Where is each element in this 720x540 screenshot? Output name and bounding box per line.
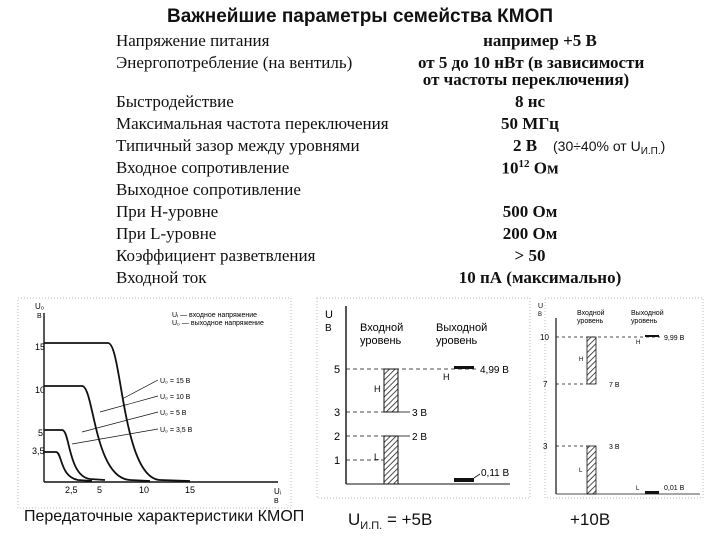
input-high-band (587, 337, 596, 384)
ann-high: 9,99 В (664, 335, 685, 342)
chart2-L-label: L (374, 452, 380, 462)
transfer-characteristics-chart (18, 298, 291, 508)
levels-5v-chart (317, 298, 530, 498)
output-low-marker (645, 491, 659, 494)
curve-label: U₀ = 10 В (160, 394, 191, 401)
chart3-frame (545, 298, 703, 498)
page-title: Важнейшие параметры семейства КМОП (166, 6, 554, 27)
input-high-band (384, 369, 398, 412)
chart2-col-title: Выходной (436, 322, 488, 334)
curve-label: U₀ = 5 В (160, 410, 187, 417)
output-low-marker (454, 478, 474, 482)
chart1-frame (18, 298, 291, 508)
ann-leader (474, 474, 480, 478)
chart3-out-L-label: L (636, 486, 640, 492)
chart1-x-tick: 15 (185, 485, 196, 495)
chart3-y-unit: В (538, 312, 543, 318)
chart3-y-tick: 10 (540, 333, 549, 342)
param-label: Выходное сопротивление (116, 180, 301, 199)
chart3-col-title: уровень (577, 318, 604, 325)
ann-3v: 3 В (609, 444, 620, 451)
chart3-y-tick: 3 (543, 442, 548, 451)
chart1-x-label: Uᵢ (274, 487, 282, 496)
param-label: Коэффициент разветвления (116, 246, 316, 265)
param-label: Энергопотребление (на вентиль) (116, 53, 353, 72)
param-label: Быстродействие (116, 92, 234, 111)
output-high-marker (454, 366, 474, 369)
chart3-H-label: H (579, 357, 584, 363)
chart2-caption: $U_{И.П.} = +5В$ (348, 510, 433, 532)
curve-label-leader (122, 380, 158, 399)
chart3-col-title: Выходной (631, 310, 664, 317)
param-label: Входной ток (116, 268, 207, 287)
chart1-y-label: U₀ (35, 302, 45, 311)
chart1-x-tick: 2,5 (65, 485, 78, 495)
chart1-y-tick: 5 (38, 428, 44, 438)
ann-low: 0,11 В (481, 468, 510, 479)
chart1-x-tick: 10 (139, 485, 150, 495)
chart2-col-title: Входной (360, 322, 404, 334)
param-label: Напряжение питания (116, 31, 270, 50)
ann-2v: 2 В (412, 432, 428, 443)
chart3-out-H-label: H (636, 340, 641, 346)
chart2-y-tick: 1 (334, 455, 341, 467)
chart1-legend-line: Uᵢ — входное напряжение (172, 312, 258, 319)
chart1-y-unit: В (37, 313, 42, 320)
chart3-y-label: U (538, 303, 544, 310)
chart2-y-tick: 5 (334, 364, 341, 376)
ann-high: 4,99 В (480, 365, 509, 376)
param-value: например +5 В (483, 31, 597, 50)
chart2-col-title: уровень (360, 335, 402, 347)
param-label: Входное сопротивление (116, 158, 290, 177)
chart1-y-tick: 10 (35, 385, 46, 395)
chart2-y-tick: 3 (334, 407, 341, 419)
chart1-legend-line: U₀ — выходное напряжение (172, 320, 264, 327)
chart3-caption: +10В (570, 510, 611, 529)
chart2-y-label: U (325, 309, 333, 321)
chart3-L-label: L (579, 468, 583, 474)
param-value: 10 пА (максимально) (458, 268, 622, 287)
param-value: 200 Ом (502, 224, 558, 243)
output-high-marker (645, 335, 659, 337)
chart1-caption: Передаточные характеристики КМОП (24, 508, 305, 525)
gap-note: (30÷40% от $U_{И.П.}$) (553, 138, 666, 157)
input-low-band (587, 446, 596, 494)
chart2-y-unit: В (325, 323, 332, 334)
param-value: 500 Ом (502, 202, 558, 221)
chart3-y-tick: 7 (543, 380, 548, 389)
chart1-x-tick: 5 (97, 485, 103, 495)
param-value: 2 В (512, 136, 538, 155)
chart2-H-label: H (374, 384, 381, 394)
curve-label-leader (100, 396, 158, 412)
ann-low: 0,01 В (664, 485, 685, 492)
param-value: от 5 до 10 нВт (в зависимости (418, 53, 645, 72)
ann-7v: 7 В (609, 382, 620, 389)
param-label: При L-уровне (116, 224, 217, 243)
levels-10v-chart (538, 298, 703, 498)
param-value-cont: от частоты переключения) (422, 70, 630, 89)
param-value: $10^{12}$ Ом (501, 158, 559, 178)
input-low-band (384, 436, 398, 484)
param-label: Типичный зазор между уровнями (116, 136, 360, 155)
param-value: 50 МГц (501, 114, 559, 133)
param-value: > 50 (514, 246, 546, 265)
param-value: 8 нс (514, 92, 546, 111)
curve-label: U₀ = 3,5 В (160, 427, 193, 434)
chart1-x-unit: В (274, 498, 279, 505)
curve-5v (44, 430, 105, 480)
chart3-col-title: уровень (631, 318, 658, 325)
chart2-y-tick: 2 (334, 431, 341, 443)
ann-3v: 3 В (412, 408, 428, 419)
curve-label: U₀ = 15 В (160, 378, 191, 385)
chart1-y-tick: 15 (35, 342, 46, 352)
chart3-col-title: Входной (577, 310, 605, 317)
chart2-out-H-label: H (443, 372, 450, 382)
param-label: При Н-уровне (116, 202, 219, 221)
chart1-y-tick: 3,5 (32, 446, 45, 456)
param-label: Максимальная частота переключения (116, 114, 389, 133)
chart2-col-title: уровень (436, 335, 478, 347)
